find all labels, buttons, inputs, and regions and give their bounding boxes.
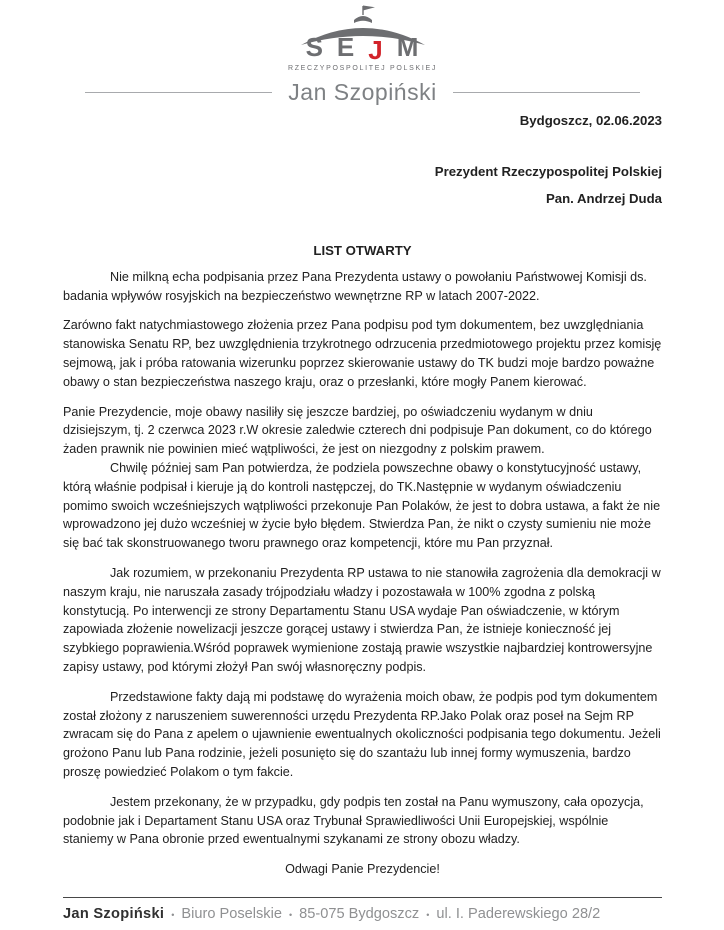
sejm-letter-j: J	[368, 35, 384, 65]
deputy-name: Jan Szopiński	[288, 79, 437, 105]
letter-date: Bydgoszcz, 02.06.2023	[519, 113, 662, 128]
sejm-letter-m: M	[396, 32, 420, 62]
letter-title: LIST OTWARTY	[313, 243, 412, 258]
header-rule-right	[453, 92, 640, 93]
bullet-separator-icon: •	[288, 910, 293, 920]
header-name-row	[63, 79, 662, 106]
sejm-logo	[63, 4, 662, 72]
footer-city: 85-075 Bydgoszcz	[299, 906, 420, 922]
footer-contact-line	[63, 906, 662, 922]
sejm-letter-s: S	[305, 32, 324, 62]
paragraph: Przedstawione fakty dają mi podstawę do wyrażenia moich obaw, że podpis pod tym dokumentem został złożony z naruszeniem suwerenności urzędu Prezydenta RP.Jako Polak oraz poseł na Sejm RP zwracam się do Pana z apelem o ujawnienie ewentualnych okoliczności podpisania tego dokumentu. Jeżeli grożono Panu lub Pana rodzinie, jeżeli posunięto się do szantażu lub innej formy wymuszenia, bardzo proszę powiedzieć Polakom o tym fakcie.	[63, 689, 661, 779]
letter-footer	[63, 897, 662, 922]
addressee-title: Prezydent Rzeczypospolitej Polskiej	[434, 164, 662, 179]
paragraph: Nie milkną echa podpisania przez Pana Prezydenta ustawy o powołaniu Państwowej Komisji ds. badania wpływów rosyjskich na bezpieczeństwo wewnętrzne RP w latach 2007-2022.	[63, 269, 647, 303]
paragraph: Chwilę później sam Pan potwierdza, że podziela powszechne obawy o konstytucyjność ustawy, którą właśnie podpisał i kieruje ją do kontroli następczej, do TK.Następnie w wydanym oświadczeniu pomimo swoich wcześniejszych wątpliwości przekonuje Pan Polaków, że jest to dobra ustawa, a fakt że nie wprowadzono jej dużo wcześniej w życie było błędem. Stwierdza Pan, że nikt o czysty sumieniu nie może się bać tak skonstruowanego tworu prawnego oraz kompetencji, które mu Pan przyznał.	[63, 460, 661, 551]
footer-street: ul. I. Paderewskiego 28/2	[436, 906, 601, 922]
paragraph: Zarówno fakt natychmiastowego złożenia przez Pana podpisu pod tym dokumentem, bez uwzględniania stanowiska Senatu RP, bez uwzględnienia trzykrotnego odrzucenia przedmiotowego projektu przez komisję sejmową, jak i próba ratowania wizerunku poprzez skierowanie ustawy do TK budzi moje bardzo poważne obawy o stan bezpieczeństwa naszego kraju, oraz o przesłanki, które mogły Panem kierować.	[63, 318, 662, 389]
sejm-logo-subtitle: RZECZYPOSPOLITEJ POLSKIEJ	[287, 65, 438, 72]
addressee-person: Pan. Andrzej Duda	[545, 191, 662, 206]
sejm-wordmark	[305, 32, 420, 65]
bullet-separator-icon: •	[171, 910, 175, 920]
footer-deputy-name: Jan Szopiński	[63, 906, 165, 922]
paragraph: Panie Prezydencie, moje obawy nasiliły się jeszcze bardziej, po oświadczeniu wydanym w dniu dzisiejszym, tj. 2 czerwca 2023 r.W okresie zaledwie czterech dni podpisuje Pan dokument, co do którego żaden prawnik nie powinien mieć wątpliwości, że jest on niezgodny z polskim prawem.	[63, 404, 652, 457]
footer-office: Biuro Poselskie	[181, 906, 282, 922]
letter-body	[63, 206, 662, 890]
footer-divider	[63, 897, 662, 898]
letter-closing: Odwagi Panie Prezydencie!	[285, 862, 440, 877]
letterhead	[63, 4, 662, 128]
bullet-separator-icon: •	[426, 910, 430, 920]
paragraph: Jestem przekonany, że w przypadku, gdy podpis ten został na Panu wymuszony, cała opozycja, podobnie jak i Departament Stanu USA oraz Trybunał Sprawiedliwości Unii Europejskiej, wspólnie staniemy w Pana obronie przed ewentualnymi szykanami ze strony obozu władzy.	[63, 794, 644, 847]
sejm-letter-e: E	[336, 32, 356, 62]
paragraph: Jak rozumiem, w przekonaniu Prezydenta RP ustawa to nie stanowiła zagrożenia dla demokracji w naszym kraju, nie naruszała zasady trójpodziału władzy i pozostawała w 100% zgodna z polską konstytucją. Po interwencji ze strony Departamentu Stanu USA wydaje Pan oświadczenie, w którym zapowiada złożenie nowelizacji jeszcze gorącej ustawy i stwierdza Pan, że istnieje konieczność jej szybkiego poprawienia.Wśród poprawek wymienione zostają prawie wszystkie najbardziej kontrowersyjne zapisy ustawy, pod którymi złożył Pan swój własnoręczny podpis.	[63, 565, 661, 674]
addressee-block	[63, 128, 662, 206]
header-rule-left	[85, 92, 272, 93]
